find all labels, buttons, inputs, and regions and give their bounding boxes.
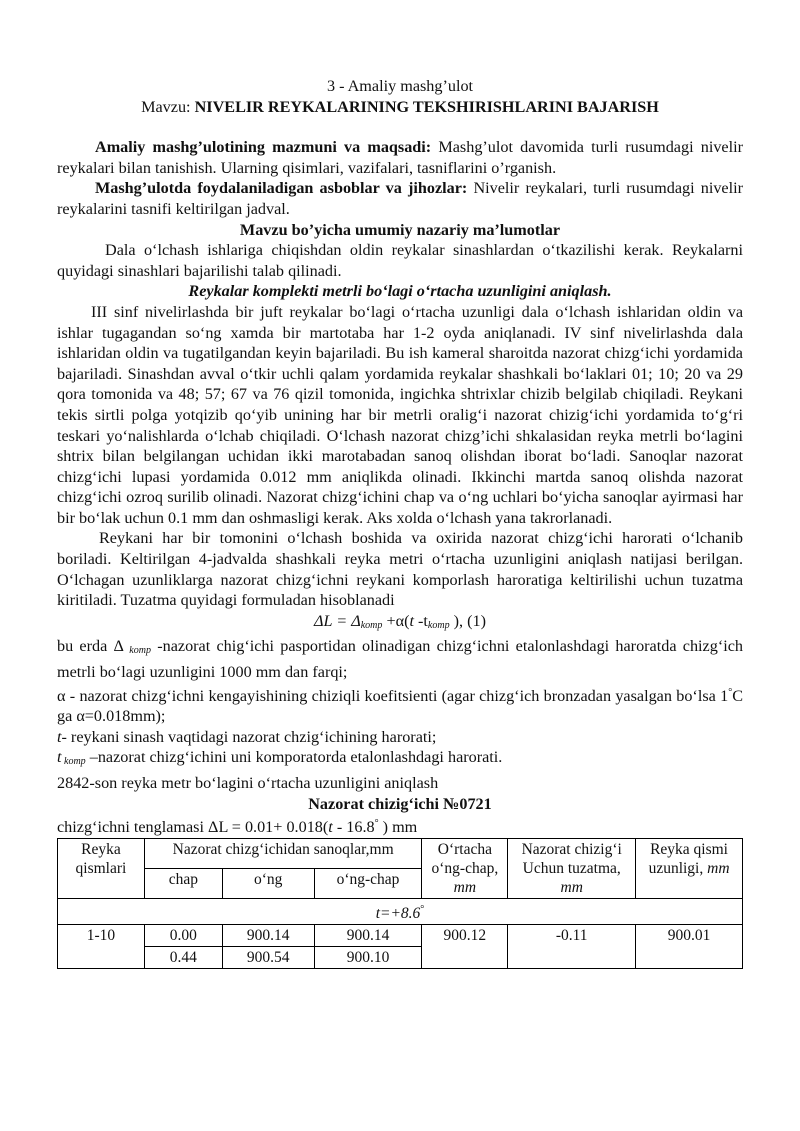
cell-left: 0.44 — [144, 946, 222, 968]
definition-t: t- reykani sinash vaqtidagi nazorat chzig‘ichining harorati; — [57, 727, 437, 746]
cell-length: 900.01 — [636, 924, 743, 968]
tools-paragraph: Mashg’ulotda foydalaniladigan asboblar va jihozlar: Nivelir reykalari, turli rusumdagi nivelir reykalarini tasnifi keltirilgan jadval. — [57, 179, 743, 218]
header-left: chap — [144, 868, 222, 898]
header-parts: Reyka qismlari — [58, 838, 145, 898]
cell-correction: -0.11 — [508, 924, 636, 968]
header-right: o‘ng — [222, 868, 314, 898]
document-page — [57, 76, 743, 969]
theory-title: Mavzu bo’yicha umumiy nazariy ma’lumotlar — [239, 220, 561, 239]
header-average: O‘rtacha o‘ng-chap, mm — [422, 838, 508, 898]
cell-left: 0.00 — [144, 924, 222, 946]
header-readings: Nazorat chizg‘ichidan sanoqlar,mm — [144, 838, 422, 868]
section-subtitle: Reykalar komplekti metrli bo‘lagi o‘rtacha uzunligini aniqlash. — [188, 282, 612, 301]
measurement-table — [57, 838, 743, 969]
purpose-paragraph: Amaliy mashg’ulotining mazmuni va maqsadi: Mashg’ulot davomida turli rusumdagi nivelir reykalari bilan tanishish. Ularning qisimlari, vazifalari, tasniflarini o’rganish. — [57, 138, 743, 177]
cell-right: 900.14 — [222, 924, 314, 946]
topic-title: NIVELIR REYKALARINING TEKSHIRISHLARINI BAJARISH — [194, 97, 659, 116]
cell-part: 1-10 — [58, 924, 145, 968]
formula: $\Delta L = \Delta_{komp} +\alpha(t$ $-t_{komp}$ ), (1) — [314, 611, 486, 631]
definition-alpha: α - nazorat chizg‘ichni kengayishining chiziqli koefitsienti (agar chizg‘ich bronzadan yasalgan bo‘lsa 1°C ga α=0.018mm); — [57, 686, 743, 726]
header-diff: o‘ng-chap — [314, 868, 422, 898]
definition-t-komp: t $_{komp}$ –nazorat chizg‘ichini uni komporatorda etalonlashdagi harorati. — [57, 748, 503, 768]
topic-line: Mavzu: NIVELIR REYKALARINING TEKSHIRISHLARINI BAJARISH — [141, 97, 659, 116]
header-correction: Nazorat chizig‘i Uchun tuzatma, mm — [508, 838, 636, 898]
header-length: Reyka qismi uzunligi, mm — [636, 838, 743, 898]
body-paragraph-1: III sinf nivelirlashda bir juft reykalar bo‘lagi o‘rtacha uzunligi dala o‘lchash ishlaridan oldin va ishlar tugagandan so‘ng xamda bir martotaba har 1-2 oyda aniqlanadi. IV sinf nivelirlashda dala ishlaridan oldin va tugatilgandan keyin bajariladi. Bu ish kameral sharoitda nazorat chizg‘ichi yordamida bajariladi. Sinashdan avval o‘tkir uchli qalam yordamida reykalar shashkali bo‘laklari 01; 10; 20 va 29 qora tomonida va 48; 57; 67 va 76 qizil tomonida, ingichka shtrixlar chizib belgilab chiqiladi. Reykani tekis sirtli polga yotqizib qo‘yib unining har bir metrli oralig‘i nazorat chizig‘ichi yordamida to‘g‘ri teskari yo‘nalishlarda o‘lchab chiqiladi. O‘lchash nazorat chizg’ichi shkalasidan reyka metrli bo‘lagini shtrix bilan belgilangan uchidan ikki marotabadan sanoq olishdan iborat bo‘ladi. Sanoqlar nazorat chizg‘ichi lupasi yordamida 0.012 mm aniqlikda olinadi. Ikkinchi martda sanoq olishda nazorat chizg‘ichi ozroq surilib olinadi. Nazorat chizg‘ichini chap va o‘ng uchlari bo‘yicha sanoqlar ayirmasi har bir bo‘lak uchun 0.1 mm dan oshmasligi kerak. Aks xolda o‘lchash yana takrorlanadi. — [57, 302, 743, 527]
practice-number: 3 - Amaliy mashg’ulot — [326, 77, 474, 95]
rod-line: 2842-son reyka metr bo‘lagini o‘rtacha uzunligini aniqlash — [57, 774, 439, 792]
cell-right: 900.54 — [222, 946, 314, 968]
ruler-title: Nazorat chizig‘ichi №0721 — [308, 794, 492, 813]
theory-paragraph: Dala o‘lchash ishlariga chiqishdan oldin reykalar sinashlardan o‘tkazilishi kerak. Reykalarni quyidagi sinashlari bajarilishi talab qilinadi. — [57, 241, 743, 280]
temperature-row: t=+8.6° — [58, 898, 743, 924]
cell-average: 900.12 — [422, 924, 508, 968]
body-paragraph-2: Reykani har bir tomonini o‘lchash boshida va oxirida nazorat chizg‘ichi harorati o‘lchanib boriladi. Keltirilgan 4-jadvalda shashkali reyka metri o‘rtacha uzunligini aniqlash natijasi berilgan. O‘lchagan uzunliklarga nazorat chizg‘ichni reykani komporlash haroratiga keltirilishi uchun tuzatma kiritiladi. Tuzatma quyidagi formuladan hisoblanadi — [57, 529, 743, 610]
cell-diff: 900.10 — [314, 946, 422, 968]
definition-delta: bu erda Δ $_{komp}$ -nazorat chig‘ichi pasportidan olinadigan chizg‘ichni etalonlashdagi haroratda chizg‘ich metrli bo‘lagi uzunligini 1000 mm dan farqi; — [57, 637, 743, 682]
cell-diff: 900.14 — [314, 924, 422, 946]
ruler-equation: chizg‘ichni tenglamasi ΔL = 0.01+ 0.018(t - 16.8° ) mm — [57, 818, 418, 837]
